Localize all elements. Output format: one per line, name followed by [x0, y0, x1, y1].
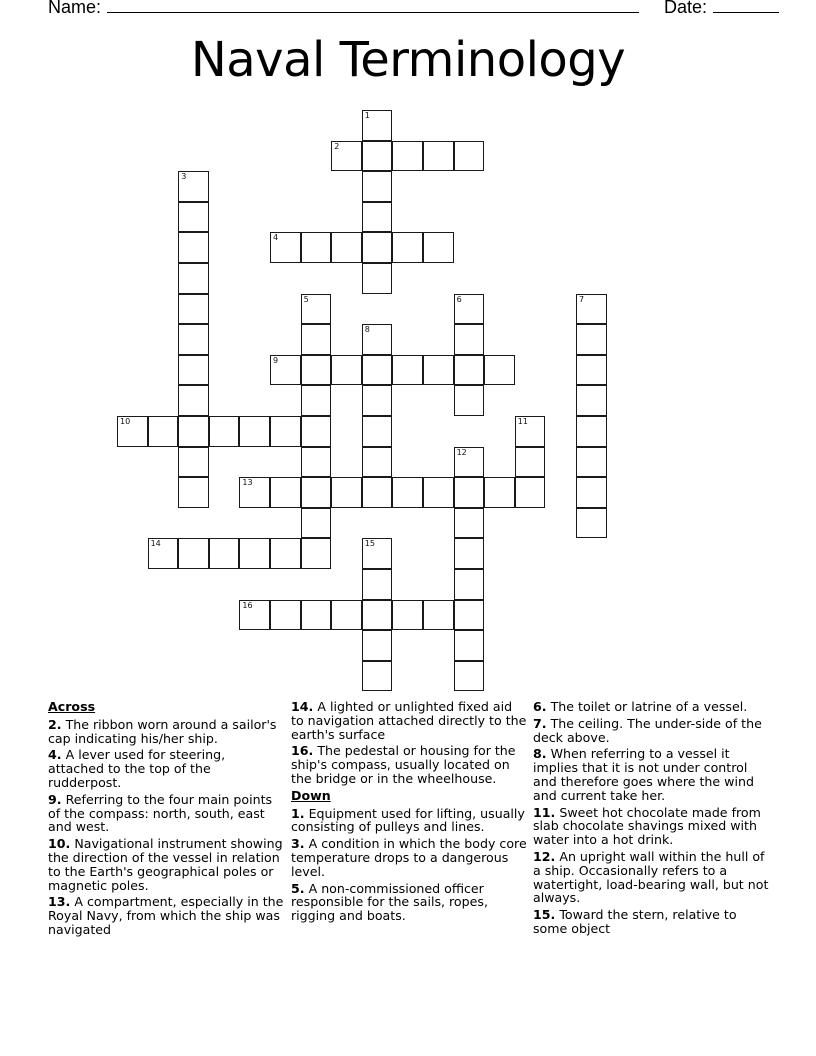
grid-cell[interactable] [576, 355, 607, 386]
grid-cell[interactable] [362, 232, 393, 263]
grid-cell[interactable] [423, 141, 454, 172]
clue-text: The toilet or latrine of a vessel. [550, 699, 748, 714]
clue-text: The ceiling. The under-side of the deck above. [533, 715, 762, 745]
grid-cell[interactable] [362, 263, 393, 294]
clue-number-label: 9 [273, 355, 279, 365]
grid-cell[interactable] [392, 141, 423, 172]
grid-cell[interactable] [331, 477, 362, 508]
clue-number: 2. [48, 716, 62, 732]
grid-cell[interactable] [178, 416, 209, 447]
grid-cell[interactable] [301, 385, 332, 416]
grid-cell[interactable] [239, 416, 270, 447]
grid-cell[interactable] [270, 538, 301, 569]
clue-number-label: 5 [303, 294, 309, 304]
clue-number: 5. [291, 880, 305, 896]
clue-number-label: 7 [579, 294, 585, 304]
clue-number-label: 11 [517, 417, 528, 426]
clue-number: 10. [48, 836, 71, 852]
clue-down-12 [533, 850, 769, 905]
clue-text: A non-commissioned officer responsible for the sails, ropes, rigging and boats. [291, 880, 488, 924]
grid-cell[interactable] [362, 171, 393, 202]
clue-number: 16. [291, 743, 314, 759]
clue-down-6 [533, 700, 769, 714]
clue-text: Sweet hot chocolate made from slab chocolate shavings mixed with water into a hot drink. [533, 804, 761, 848]
clue-across-10 [48, 837, 284, 892]
grid-cell[interactable] [301, 355, 332, 386]
clue-number: 7. [533, 715, 547, 731]
grid-cell[interactable] [454, 661, 485, 692]
clue-number-label: 3 [181, 172, 187, 182]
clue-down-3 [291, 837, 527, 878]
grid-cell[interactable] [178, 171, 209, 202]
clue-text: The pedestal or housing for the ship's compass, usually located on the bridge or in the wheelhouse. [291, 743, 516, 786]
grid-cell[interactable] [178, 263, 209, 294]
grid-cell[interactable] [454, 477, 485, 508]
grid-cell[interactable] [454, 630, 485, 661]
grid-cell[interactable] [301, 324, 332, 355]
grid-cell[interactable] [362, 355, 393, 386]
grid-cell[interactable] [576, 324, 607, 355]
clue-number: 15. [533, 907, 556, 923]
clue-across-4 [48, 748, 284, 789]
page-title: Naval Terminology [190, 32, 626, 88]
grid-cell[interactable] [178, 232, 209, 263]
grid-cell[interactable] [454, 538, 485, 569]
grid-cell[interactable] [270, 416, 301, 447]
clue-number-label: 15 [364, 539, 375, 549]
grid-cell[interactable] [148, 416, 179, 447]
grid-cell[interactable] [392, 232, 423, 263]
grid-cell[interactable] [362, 661, 393, 692]
clue-number: 8. [533, 746, 547, 762]
grid-cell[interactable] [301, 447, 332, 478]
clue-across-14 [291, 700, 527, 741]
name-label: Name: [48, 0, 102, 17]
clue-text: A condition in which the body core temperature drops to a dangerous level. [291, 836, 527, 879]
grid-cell[interactable] [331, 600, 362, 631]
grid-cell[interactable] [117, 416, 148, 447]
grid-cell[interactable] [178, 294, 209, 325]
grid-cell[interactable] [392, 355, 423, 386]
grid-cell[interactable] [576, 294, 607, 325]
grid-cell[interactable] [423, 600, 454, 631]
grid-cell[interactable] [362, 477, 393, 508]
down-heading: Down [291, 787, 331, 803]
clue-text: A compartment, especially in the Royal Navy, from which the ship was navigated [48, 894, 284, 937]
grid-cell[interactable] [362, 600, 393, 631]
clue-number-label: 12 [456, 447, 467, 457]
grid-cell[interactable] [576, 447, 607, 478]
grid-cell[interactable] [362, 141, 393, 172]
grid-cell[interactable] [270, 355, 301, 386]
grid-cell[interactable] [331, 141, 362, 172]
grid-cell[interactable] [148, 538, 179, 569]
grid-cell[interactable] [270, 232, 301, 263]
grid-cell[interactable] [178, 447, 209, 478]
clue-text: An upright wall within the hull of a ship. Occasionally refers to a watertight, load-bearing wall, but not always. [533, 848, 769, 906]
clue-number: 11. [533, 804, 556, 820]
grid-cell[interactable] [454, 600, 485, 631]
grid-cell[interactable] [301, 294, 332, 325]
grid-cell[interactable] [209, 416, 240, 447]
grid-cell[interactable] [362, 538, 393, 569]
clue-number-label: 6 [456, 294, 462, 304]
clues-column-3 [533, 700, 769, 939]
grid-cell[interactable] [454, 447, 485, 478]
grid-cell[interactable] [178, 202, 209, 233]
clue-down-1 [291, 807, 527, 835]
grid-cell[interactable] [423, 477, 454, 508]
grid-cell[interactable] [301, 477, 332, 508]
grid-cell[interactable] [178, 385, 209, 416]
grid-cell[interactable] [362, 447, 393, 478]
grid-cell[interactable] [515, 447, 546, 478]
clue-text: Toward the stern, relative to some object [533, 907, 737, 936]
clue-number-label: 14 [150, 539, 161, 549]
grid-cell[interactable] [515, 416, 546, 447]
grid-cell[interactable] [454, 569, 485, 600]
grid-cell[interactable] [301, 538, 332, 569]
clue-number: 14. [291, 699, 314, 714]
clue-number: 4. [48, 747, 62, 763]
clue-number-label: 16 [242, 600, 253, 610]
grid-cell[interactable] [239, 600, 270, 631]
clue-number: 6. [533, 699, 547, 714]
clue-number: 3. [291, 836, 305, 852]
grid-cell[interactable] [301, 416, 332, 447]
grid-cell[interactable] [515, 477, 546, 508]
clue-down-5 [291, 882, 527, 923]
date-label: Date: [664, 0, 708, 17]
grid-cell[interactable] [392, 477, 423, 508]
grid-cell[interactable] [454, 141, 485, 172]
grid-cell[interactable] [362, 110, 393, 141]
clue-number: 9. [48, 791, 62, 807]
clue-down-11 [533, 806, 769, 847]
grid-cell[interactable] [454, 355, 485, 386]
across-heading: Across [48, 699, 96, 714]
clues-column-1 [48, 700, 284, 940]
grid-cell[interactable] [362, 416, 393, 447]
grid-cell[interactable] [454, 294, 485, 325]
grid-cell[interactable] [423, 355, 454, 386]
clue-number: 1. [291, 805, 305, 821]
grid-cell[interactable] [178, 355, 209, 386]
clues-column-2 [291, 700, 527, 926]
grid-cell[interactable] [301, 232, 332, 263]
clue-across-2 [48, 718, 284, 746]
clue-text: The ribbon worn around a sailor's cap indicating his/her ship. [48, 716, 277, 746]
grid-cell[interactable] [270, 477, 301, 508]
clue-down-8 [533, 747, 769, 802]
clue-text: Navigational instrument showing the direction of the vessel in relation to the Earth's geographical poles or magnetic poles. [48, 836, 283, 893]
grid-cell[interactable] [301, 508, 332, 539]
clue-text: Equipment used for lifting, usually consisting of pulleys and lines. [291, 805, 525, 835]
grid-cell[interactable] [362, 385, 393, 416]
clue-number-label: 4 [273, 233, 279, 243]
grid-cell[interactable] [576, 385, 607, 416]
grid-cell[interactable] [239, 538, 270, 569]
grid-cell[interactable] [178, 538, 209, 569]
grid-cell[interactable] [454, 508, 485, 539]
clue-number: 13. [48, 894, 71, 910]
grid-cell[interactable] [362, 324, 393, 355]
grid-cell[interactable] [484, 355, 515, 386]
clue-number-label: 8 [364, 325, 370, 335]
grid-cell[interactable] [301, 600, 332, 631]
grid-cell[interactable] [362, 630, 393, 661]
grid-cell[interactable] [454, 324, 485, 355]
clue-number-label: 1 [364, 111, 370, 120]
grid-cell[interactable] [576, 477, 607, 508]
clue-text: Referring to the four main points of the compass: north, south, east and west. [48, 791, 273, 835]
grid-cell[interactable] [178, 477, 209, 508]
clue-text: A lighted or unlighted fixed aid to navigation attached directly to the earth's surface [291, 699, 527, 742]
clue-across-16 [291, 744, 527, 785]
clue-across-13 [48, 895, 284, 936]
clue-number-label: 10 [120, 417, 131, 426]
grid-cell[interactable] [576, 416, 607, 447]
grid-cell[interactable] [178, 324, 209, 355]
clue-number-label: 13 [242, 478, 253, 488]
grid-cell[interactable] [239, 477, 270, 508]
grid-cell[interactable] [270, 600, 301, 631]
grid-cell[interactable] [454, 385, 485, 416]
grid-cell[interactable] [392, 600, 423, 631]
clue-text: A lever used for steering, attached to the top of the rudderpost. [48, 747, 226, 790]
grid-cell[interactable] [331, 232, 362, 263]
clue-number-label: 2 [334, 141, 340, 151]
grid-cell[interactable] [362, 569, 393, 600]
grid-cell[interactable] [423, 232, 454, 263]
grid-cell[interactable] [576, 508, 607, 539]
clue-text: When referring to a vessel it implies that it is not under control and therefore goes where the wind and current take her. [533, 746, 754, 803]
grid-cell[interactable] [209, 538, 240, 569]
grid-cell[interactable] [362, 202, 393, 233]
grid-cell[interactable] [484, 477, 515, 508]
clue-across-9 [48, 793, 284, 834]
clue-number: 12. [533, 848, 556, 864]
clue-down-15 [533, 908, 769, 936]
clue-down-7 [533, 717, 769, 745]
grid-cell[interactable] [331, 355, 362, 386]
